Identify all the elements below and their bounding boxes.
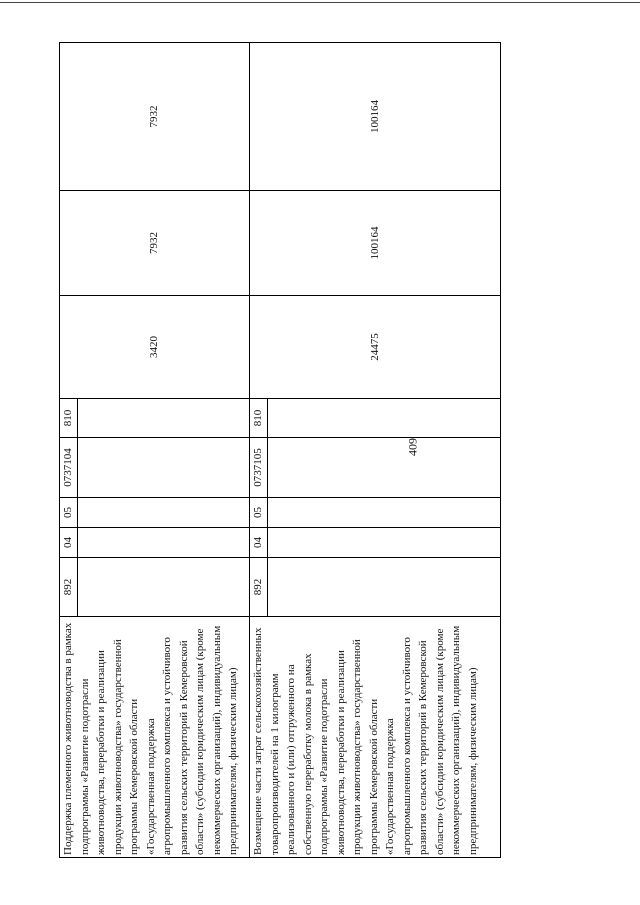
table-row xyxy=(60,43,78,858)
target-article-code: 0737104 xyxy=(60,438,78,498)
scan-edge-line xyxy=(0,2,640,3)
ministry-code: 892 xyxy=(60,558,78,617)
blank-cell xyxy=(77,438,250,498)
blank-cell xyxy=(267,558,500,617)
section-code: 04 xyxy=(60,528,78,558)
blank-cell xyxy=(77,399,250,438)
amount-1: 3420 xyxy=(60,296,250,399)
blank-cell xyxy=(77,558,250,617)
expense-type-code: 810 xyxy=(250,399,268,438)
subsection-code: 05 xyxy=(60,498,78,528)
budget-table xyxy=(59,42,501,858)
page-number: 409 xyxy=(405,438,420,456)
blank-cell xyxy=(267,528,500,558)
blank-cell xyxy=(77,528,250,558)
target-article-code: 0737105 xyxy=(250,438,268,498)
row-description: Возмещение части затрат сельскохозяйственных товаропроизводителей на 1 килограмм реализованного и (или) отгруженного на собственную переработку молока в рамках подпрограммы «Развитие подотрасли животноводства, переработки и реализации продукции животноводства» государственной программы Кемеровской области «Государственная поддержка агропромышленного комплекса и устойчивого развития сельских территорий в Кемеровской области» (субсидии юридическим лицам (кроме некоммерческих организаций), индивидуальным предпринимателям, физическим лицам) xyxy=(250,617,501,858)
amount-1: 24475 xyxy=(250,296,501,399)
blank-cell xyxy=(77,498,250,528)
blank-cell xyxy=(267,399,500,438)
table-row xyxy=(250,43,268,858)
amount-2: 100164 xyxy=(250,191,501,296)
blank-cell xyxy=(267,438,500,498)
section-code: 04 xyxy=(250,528,268,558)
amount-2: 7932 xyxy=(60,191,250,296)
row-description: Поддержка племенного животноводства в рамках подпрограммы «Развитие подотрасли животноводства, переработки и реализации продукции животноводства» государственной программы Кемеровской области «Государственная поддержка агропромышленного комплекса и устойчивого развития сельских территорий в Кемеровской области» (субсидии юридическим лицам (кроме некоммерческих организаций), индивидуальным предпринимателям, физическим лицам) xyxy=(60,617,250,858)
subsection-code: 05 xyxy=(250,498,268,528)
budget-table-rotated xyxy=(59,43,501,858)
expense-type-code: 810 xyxy=(60,399,78,438)
amount-3: 100164 xyxy=(250,43,501,191)
amount-3: 7932 xyxy=(60,43,250,191)
blank-cell xyxy=(267,498,500,528)
ministry-code: 892 xyxy=(250,558,268,617)
